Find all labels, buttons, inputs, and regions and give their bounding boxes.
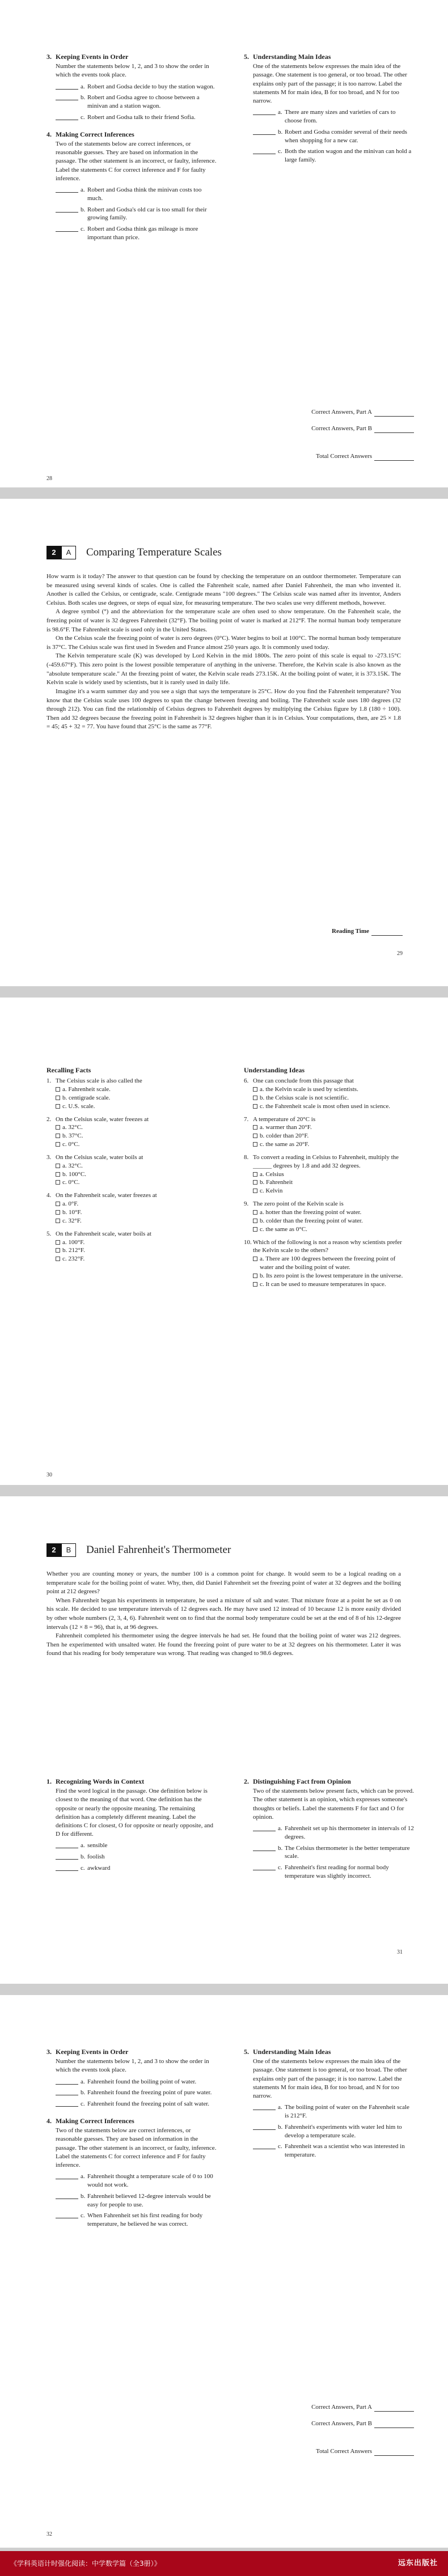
- left-column: [47, 1066, 205, 1268]
- score-blank[interactable]: [374, 426, 414, 433]
- answer-option[interactable]: [253, 1255, 408, 1272]
- question-list: [244, 1077, 408, 1288]
- answer-option[interactable]: [253, 1140, 408, 1149]
- page-number: 32: [47, 2531, 52, 2537]
- paragraph: When Fahrenheit began his experiments in temperature, he used a mixture of salt and water. That mixture froze at a point he set as 0 on his scale. He decided to use temperature intervals of 12 degrees each. He may have used 12 instead of 10 because 12 is more easily divided by other whole numbers (2, 3, 4, 6). Fahrenheit went on to find that the normal body temperature could be set at the end of 8 of his 12-degree intervals (12 × 8 = 96), that is, at 96 degrees.: [47, 1597, 401, 1631]
- question-number: 7.: [244, 1115, 249, 1123]
- answer-blank[interactable]: [56, 225, 78, 232]
- checkbox[interactable]: [56, 1096, 60, 1100]
- right-column: 5. Understanding Main Ideas One of the statements below expresses the main idea of the passage. One statement is too general, or too broad. The other explains only part of the passage; it is too narrow. Label the statements M for main idea, B for too broad, and N for too narrow. a. There are many sizes and varieties of cars to choose from. b. Robert and Godsa consider several of their needs when shopping for a new car. c. Both the station wagon and the minivan can hold a large family.: [244, 52, 414, 164]
- section-title: Distinguishing Fact from Opinion: [253, 1777, 351, 1785]
- list-item: b. Robert and Godsa agree to choose between a minivan and a station wagon.: [47, 94, 217, 111]
- instructions: Two of the statements below are correct inferences, or reasonable guesses. They are based on information in the passage. The other statement is an incorrect, or faulty, inference. Label the statements C for correct inference and F for faulty inference.: [56, 141, 217, 182]
- paragraph: On the Celsius scale the freezing point of water is zero degrees (0°C). Water begins to boil at 100°C. The normal human body temperature is 37°C. The Celsius scale was first used in Sweden and France almost 250 years ago. It is commonly used today.: [47, 635, 401, 651]
- answer-blank[interactable]: [56, 186, 78, 193]
- left-column: 1. Recognizing Words in Context Find the word logical in the passage. One definition below is closest to the meaning of that word. One definition has the opposite or nearly the opposite meaning. The remaining definition has a completely different meaning. Label the definitions C for closest, O for opposite or nearly opposite, and D for different. a. sensible b. foolish c. awkward: [47, 1777, 217, 1873]
- checkbox[interactable]: [56, 1210, 60, 1215]
- right-column: 5. Understanding Main Ideas One of the statements below expresses the main idea of the passage. One statement is too general, or too broad. The other explains only part of the passage; it is too narrow. Label the statements M for main idea, B for too broad, and N for too narrow. a. The boiling point of water on the Fahrenheit scale is 212°F. b. Fahrenheit's experiments with water led him to develop a temperature scale. c. Fahrenheit was a scientist who was interested in temperature.: [244, 2047, 414, 2159]
- list-item: a. sensible: [47, 1841, 217, 1850]
- question-text: The zero point of the Kelvin scale is: [253, 1200, 344, 1208]
- checkbox[interactable]: [56, 1180, 60, 1185]
- question-number: 10.: [244, 1238, 252, 1246]
- answer-option[interactable]: [253, 1208, 408, 1217]
- paragraph: Imagine it's a warm summer day and you see a sign that says the temperature is 25°C. How do you find the Fahrenheit temperature? You know that the Celsius scale uses 100 degrees to span the change between freezing and boiling. The Fahrenheit scale uses 180 degrees (32 through 212). You can find the relationship of Celsius degrees to Fahrenheit degrees by multiplying the Celsius figure by 1.8 (180 ÷ 100). Then add 32 degrees because the freezing point in Fahrenheit is 32 degrees higher than it is in Celsius. Your computations, then, are 25 × 1.8 = 45; 45 + 32 = 77. You have found that 25°C is the same as 77°F.: [47, 688, 401, 731]
- checkbox[interactable]: [56, 1134, 60, 1138]
- answer-blank[interactable]: [56, 83, 78, 90]
- question-item: [244, 1153, 408, 1195]
- option-text: c. U.S. scale.: [62, 1102, 95, 1110]
- answer-option[interactable]: [253, 1102, 408, 1111]
- section-title: Making Correct Inferences: [56, 130, 134, 138]
- footer-banner: [0, 2551, 448, 2576]
- answer-option[interactable]: [56, 1246, 205, 1255]
- page-number: 29: [397, 950, 403, 957]
- answer-blank[interactable]: [56, 1853, 78, 1860]
- question-item: [47, 1230, 205, 1263]
- list-item: b. Fahrenheit's experiments with water led him to develop a temperature scale.: [244, 2123, 414, 2140]
- option-text: b. 10°F.: [62, 1209, 82, 1216]
- option-text: b. the Celsius scale is not scientific.: [260, 1094, 349, 1101]
- page-title: Daniel Fahrenheit's Thermometer: [86, 1544, 231, 1556]
- answer-option[interactable]: [56, 1140, 205, 1149]
- list-item: b. Fahrenheit believed 12-degree intervals would be easy for people to use.: [47, 2192, 217, 2209]
- answer-blank[interactable]: [56, 1864, 78, 1871]
- option-text: b. colder than 20°F.: [260, 1132, 309, 1140]
- checkbox[interactable]: [56, 1202, 60, 1206]
- checkbox[interactable]: [56, 1104, 60, 1109]
- answer-option[interactable]: [253, 1217, 408, 1225]
- option-text: a. 100°F.: [62, 1238, 85, 1246]
- score-box: Correct Answers, Part A Correct Answers, Part B Total Correct Answers: [244, 2403, 414, 2456]
- section-title: Recognizing Words in Context: [56, 1777, 145, 1785]
- right-column: [244, 1066, 408, 1293]
- answer-option[interactable]: [56, 1200, 205, 1208]
- question-text: On the Celsius scale, water boils at: [56, 1153, 143, 1161]
- checkbox[interactable]: [253, 1134, 257, 1138]
- question-text: One can conclude from this passage that: [253, 1077, 354, 1085]
- question-item: [244, 1115, 408, 1149]
- answer-option[interactable]: [56, 1085, 205, 1094]
- section-title: Recalling Facts: [47, 1066, 91, 1074]
- answer-blank[interactable]: [253, 128, 276, 135]
- answer-option[interactable]: [253, 1225, 408, 1234]
- checkbox[interactable]: [253, 1219, 257, 1223]
- option-text: a. Celsius: [260, 1170, 284, 1178]
- question-text: On the Fahrenheit scale, water boils at: [56, 1230, 151, 1237]
- paragraph: The Kelvin temperature scale (K) was developed by Lord Kelvin in the mid 1800s. The zero point of this scale is equal to -273.15°C (-459.67°F). This zero point is the lowest possible temperature of anything in the universe. Therefore, the Kelvin scale is also known as the "absolute temperature scale." At the freezing point of water, the Kelvin scale reads 273.15K. At the boiling point of water, it is 373.15K. The Kelvin scale is widely used by scientists, but it is rarely used in daily life.: [47, 652, 401, 686]
- list-item: b. Fahrenheit found the freezing point of pure water.: [47, 2089, 217, 2097]
- lesson-number: 2: [47, 546, 61, 559]
- list-item: a. Fahrenheit thought a temperature scale of 0 to 100 would not work.: [47, 2172, 217, 2189]
- answer-option[interactable]: [56, 1094, 205, 1102]
- answer-blank[interactable]: [56, 2172, 78, 2179]
- list-item: b. Robert and Godsa consider several of their needs when shopping for a new car.: [244, 128, 414, 145]
- answer-option[interactable]: [56, 1102, 205, 1111]
- lesson-header: [47, 546, 222, 559]
- question-text: On the Celsius scale, water freezes at: [56, 1115, 149, 1123]
- question-item: [244, 1077, 408, 1110]
- option-text: b. centigrade scale.: [62, 1094, 111, 1101]
- option-text: a. 0°F.: [62, 1200, 79, 1208]
- checkbox[interactable]: [253, 1257, 257, 1261]
- answer-blank[interactable]: [253, 147, 276, 154]
- list-item: c. awkward: [47, 1864, 217, 1873]
- page-30: [0, 998, 448, 1485]
- reading-time-blank[interactable]: [371, 929, 403, 936]
- answer-blank[interactable]: [253, 1844, 276, 1851]
- option-text: c. 232°F.: [62, 1255, 85, 1263]
- lesson-header: [47, 1543, 231, 1557]
- option-text: b. 100°C.: [62, 1170, 86, 1178]
- instructions: Number the statements below 1, 2, and 3 to show the order in which the events took place.: [56, 2058, 209, 2074]
- question-item: [47, 1115, 205, 1149]
- option-text: c. the same as 20°F.: [260, 1141, 310, 1148]
- question-number: 9.: [244, 1200, 249, 1208]
- page-32: [0, 1995, 448, 2548]
- answer-option[interactable]: [253, 1280, 408, 1289]
- option-text: c. 32°F.: [62, 1217, 82, 1224]
- checkbox[interactable]: [253, 1180, 257, 1185]
- lesson-letter: B: [61, 1543, 76, 1557]
- instructions: Number the statements below 1, 2, and 3 to show the order in which the events took place.: [56, 63, 209, 79]
- publisher-logo: 远东出版社: [398, 2559, 438, 2568]
- question-item: [47, 1191, 205, 1225]
- checkbox[interactable]: [56, 1172, 60, 1177]
- checkbox[interactable]: [253, 1104, 257, 1109]
- score-blank[interactable]: [374, 2449, 414, 2456]
- answer-option[interactable]: [56, 1217, 205, 1225]
- list-item: a. There are many sizes and varieties of cars to choose from.: [244, 108, 414, 125]
- section-title: Keeping Events in Order: [56, 53, 129, 61]
- answer-option[interactable]: [253, 1178, 408, 1187]
- lesson-letter: A: [61, 546, 76, 559]
- list-item: c. Fahrenheit's first reading for normal body temperature was slightly incorrect.: [244, 1864, 414, 1881]
- instructions: One of the statements below expresses the main idea of the passage. One statement is too general, or too broad. The other explains only part of the passage; it is too narrow. Label the statements M for main idea, B for too broad, and N for too narrow.: [253, 2058, 407, 2099]
- score-box: Correct Answers, Part A Correct Answers, Part B Total Correct Answers: [244, 408, 414, 461]
- passage: [47, 572, 401, 732]
- checkbox[interactable]: [253, 1210, 257, 1215]
- answer-blank[interactable]: [56, 2089, 78, 2095]
- section-title: Making Correct Inferences: [56, 2117, 134, 2125]
- checkbox[interactable]: [253, 1172, 257, 1177]
- checkbox[interactable]: [253, 1142, 257, 1147]
- checkbox[interactable]: [56, 1219, 60, 1223]
- question-list: [47, 1077, 205, 1263]
- book-title: 《学科英语计时强化阅读：中学数学篇（全3册）》: [10, 2559, 161, 2567]
- page-title: Comparing Temperature Scales: [86, 546, 222, 559]
- question-number: 4.: [47, 1192, 52, 1199]
- answer-blank[interactable]: [56, 206, 78, 213]
- answer-blank[interactable]: [253, 108, 276, 115]
- answer-blank[interactable]: [56, 94, 78, 100]
- answer-option[interactable]: [253, 1094, 408, 1102]
- question-item: [244, 1238, 408, 1289]
- list-item: a. Fahrenheit set up his thermometer in intervals of 12 degrees.: [244, 1824, 414, 1841]
- list-item: a. The boiling point of water on the Fahrenheit scale is 212°F.: [244, 2103, 414, 2120]
- question-number: 1.: [47, 1077, 52, 1085]
- answer-option[interactable]: [253, 1132, 408, 1140]
- option-text: a. warmer than 20°F.: [260, 1124, 312, 1131]
- page-number: 31: [397, 1949, 403, 1955]
- question-item: [47, 1153, 205, 1187]
- option-text: b. colder than the freezing point of water.: [260, 1217, 363, 1224]
- section-title: Keeping Events in Order: [56, 2048, 129, 2056]
- option-text: c. It can be used to measure temperatures in space.: [260, 1280, 386, 1288]
- answer-option[interactable]: [253, 1085, 408, 1094]
- option-text: a. Fahrenheit scale.: [62, 1086, 111, 1093]
- option-text: a. There are 100 degrees between the freezing point of water and the boiling point of water.: [260, 1255, 396, 1271]
- answer-blank[interactable]: [253, 2142, 276, 2149]
- question-number: 8.: [244, 1153, 249, 1161]
- list-item: b. foolish: [47, 1853, 217, 1861]
- answer-option[interactable]: [56, 1255, 205, 1263]
- section-title: Understanding Main Ideas: [253, 53, 331, 61]
- list-item: c. Robert and Godsa think gas mileage is more important than price.: [47, 225, 217, 242]
- question-text: The Celsius scale is also called the: [56, 1077, 142, 1085]
- answer-option[interactable]: [253, 1187, 408, 1195]
- paragraph: Fahrenheit completed his thermometer using the degree intervals he had set. He found that the boiling point of water was 212 degrees. Then he experimented with unsalted water. He found the freezing point of pure water to be at 32 degrees on his thermometer. Later it was found that his reading for body temperature was wrong. That reading was changed to 98.6 degrees.: [47, 1632, 401, 1657]
- checkbox[interactable]: [56, 1087, 60, 1092]
- instructions: Find the word logical in the passage. One definition below is closest to the meaning of that word. One definition has the opposite or nearly the opposite meaning. The remaining definition has a completely different meaning. Label the definitions C for closest, O for opposite or nearly opposite, and D for different.: [56, 1788, 214, 1838]
- instructions: One of the statements below expresses the main idea of the passage. One statement is too general, or too broad. The other explains only part of the passage; it is too narrow. Label the statements M for main idea, B for too broad, and N for too narrow.: [253, 63, 407, 104]
- left-column: 3. Keeping Events in Order Number the statements below 1, 2, and 3 to show the order in which the events took place. a. Fahrenheit found the boiling point of water. b. Fahrenheit found the freezing point of pure water. c. Fahrenheit found the freezing point of salt water. 4. Making Correct Inferences Two of the statements below are correct inferences, or reasonable guesses. They are based on information in the passage. The other statement is an incorrect, or faulty, inference. Label the statements C for correct inference and F for faulty inference. a. Fahrenheit thought a temperature scale of 0 to 100 would not work. b. Fahrenheit believed 12-degree intervals would be easy for people to use. c. When Fahrenheit set his first reading for body temperature, he believed he was correct.: [47, 2048, 217, 2228]
- question-item: [244, 1200, 408, 1233]
- option-text: b. 212°F.: [62, 1247, 85, 1254]
- list-item: b. The Celsius thermometer is the better temperature scale.: [244, 1844, 414, 1861]
- list-item: b. Robert and Godsa's old car is too small for their growing family.: [47, 206, 217, 223]
- answer-option[interactable]: [56, 1178, 205, 1187]
- option-text: a. hotter than the freezing point of water.: [260, 1209, 362, 1216]
- paragraph: A degree symbol (°) and the abbreviation for the temperature scale are often used to show temperature. On the Fahrenheit scale, the freezing point of water is 32 degrees Fahrenheit (32°F). The boiling point of water is marked at 212°F. The normal human body temperature is 98.6°F. The Fahrenheit scale is used only in the United States.: [47, 608, 401, 633]
- section-title: Understanding Ideas: [244, 1066, 305, 1074]
- answer-blank[interactable]: [56, 2078, 78, 2085]
- answer-blank[interactable]: [56, 2212, 78, 2218]
- question-text: A temperature of 20°C is: [253, 1115, 316, 1123]
- answer-option[interactable]: [56, 1123, 205, 1132]
- checkbox[interactable]: [253, 1189, 257, 1193]
- answer-blank[interactable]: [56, 1841, 78, 1848]
- checkbox[interactable]: [56, 1257, 60, 1261]
- list-item: a. Robert and Godsa think the minivan costs too much.: [47, 186, 217, 203]
- score-blank[interactable]: [374, 454, 414, 461]
- lesson-number: 2: [47, 1543, 61, 1557]
- option-text: c. 0°C.: [62, 1141, 80, 1148]
- page-number: 30: [47, 1472, 52, 1478]
- checkbox[interactable]: [56, 1240, 60, 1245]
- list-item: a. Fahrenheit found the boiling point of water.: [47, 2078, 217, 2086]
- question-number: 2.: [47, 1115, 52, 1123]
- option-text: c. the Fahrenheit scale is most often used in science.: [260, 1102, 391, 1110]
- instructions: Two of the statements below are correct inferences, or reasonable guesses. They are based on information in the passage. The other statement is an incorrect, or faulty, inference. Label the statements C for correct inference and F for faulty inference.: [56, 2127, 217, 2168]
- question-text: On the Fahrenheit scale, water freezes at: [56, 1192, 157, 1199]
- right-column: 2. Distinguishing Fact from Opinion Two of the statements below present facts, which can be proved. The other statement is an opinion, which expresses someone's thoughts or beliefs. Label the statements F for fact and O for opinion. a. Fahrenheit set up his thermometer in intervals of 12 degrees. b. The Celsius thermometer is the better temperature scale. c. Fahrenheit's first reading for normal body temperature was slightly incorrect.: [244, 1777, 414, 1880]
- list-item: a. Robert and Godsa decide to buy the station wagon.: [47, 83, 217, 91]
- list-item: c. Both the station wagon and the minivan can hold a large family.: [244, 147, 414, 164]
- answer-blank[interactable]: [56, 2100, 78, 2107]
- option-text: c. 0°C.: [62, 1179, 80, 1186]
- page-29: [0, 499, 448, 986]
- section-title: Understanding Main Ideas: [253, 2048, 331, 2056]
- instructions: Two of the statements below present facts, which can be proved. The other statement is an opinion, which expresses someone's thoughts or beliefs. Label the statements F for fact and O for opinion.: [253, 1788, 414, 1820]
- list-item: c. Fahrenheit was a scientist who was interested in temperature.: [244, 2142, 414, 2159]
- option-text: a. 32°C.: [62, 1124, 83, 1131]
- page-28: [0, 0, 448, 487]
- checkbox[interactable]: [56, 1248, 60, 1253]
- reading-time: Reading Time: [332, 927, 403, 936]
- answer-blank[interactable]: [56, 113, 78, 120]
- answer-blank[interactable]: [56, 2192, 78, 2199]
- question-item: [47, 1077, 205, 1110]
- answer-option[interactable]: [253, 1170, 408, 1179]
- question-number: 5.: [47, 1230, 52, 1237]
- checkbox[interactable]: [253, 1282, 257, 1287]
- checkbox[interactable]: [253, 1227, 257, 1232]
- paragraph: Whether you are counting money or years, the number 100 is a common point for change. It would seem to be a logical reading on a temperature scale for the boiling point of water. Why, then, did Daniel Fahrenheit set the freezing point of water at 32 degrees and the boiling point at 212 degrees?: [47, 1571, 401, 1595]
- question-number: 3.: [47, 1153, 52, 1161]
- answer-blank[interactable]: [253, 2103, 276, 2110]
- question-number: 6.: [244, 1077, 249, 1085]
- checkbox[interactable]: [253, 1087, 257, 1092]
- checkbox[interactable]: [56, 1125, 60, 1130]
- passage: [47, 1570, 401, 1658]
- answer-option[interactable]: [56, 1208, 205, 1217]
- answer-option[interactable]: [56, 1132, 205, 1140]
- checkbox[interactable]: [253, 1274, 257, 1278]
- answer-option[interactable]: [253, 1123, 408, 1132]
- score-blank[interactable]: [374, 2421, 414, 2428]
- option-text: a. the Kelvin scale is used by scientists.: [260, 1086, 358, 1093]
- list-item: c. Fahrenheit found the freezing point of salt water.: [47, 2100, 217, 2108]
- page-number: 28: [47, 476, 52, 482]
- paragraph: How warm is it today? The answer to that question can be found by checking the temperature on an outdoor thermometer. Temperature can be measured using several kinds of scales. One is called the Fahrenheit scale, named after Daniel Fahrenheit, the man who invented it. Another is called the Celsius, or centigrade, scale. Centigrade means "100 degrees." The Celsius scale was named after its inventor, Anders Celsius. Both scales use degrees, or steps of equal size, for measuring temperature. The two scales use very different methods, however.: [47, 573, 401, 606]
- option-text: b. Fahrenheit: [260, 1179, 293, 1186]
- score-blank[interactable]: [374, 410, 414, 417]
- list-item: c. Robert and Godsa talk to their friend Sofia.: [47, 113, 217, 122]
- option-text: a. 32°C.: [62, 1162, 83, 1169]
- left-column: 3. Keeping Events in Order Number the statements below 1, 2, and 3 to show the order in which the events took place. a. Robert and Godsa decide to buy the station wagon. b. Robert and Godsa agree to choose between a minivan and a station wagon. c. Robert and Godsa talk to their friend Sofia. 4. Making Correct Inferences Two of the statements below are correct inferences, or reasonable guesses. They are based on information in the passage. The other statement is an incorrect, or faulty, inference. Label the statements C for correct inference and F for faulty inference. a. Robert and Godsa think the minivan costs too much. b. Robert and Godsa's old car is too small for their growing family. c. Robert and Godsa think gas mileage is more important than price.: [47, 53, 217, 241]
- question-text: To convert a reading in Celsius to Fahrenheit, multiply the ______ degrees by 1.8 and add 32 degrees.: [253, 1153, 399, 1169]
- answer-blank[interactable]: [253, 2123, 276, 2130]
- checkbox[interactable]: [253, 1125, 257, 1130]
- page-31: [0, 1496, 448, 1984]
- checkbox[interactable]: [253, 1096, 257, 1100]
- answer-blank[interactable]: [253, 1824, 276, 1831]
- answer-option[interactable]: [56, 1162, 205, 1170]
- option-text: c. Kelvin: [260, 1187, 283, 1195]
- list-item: c. When Fahrenheit set his first reading for body temperature, he believed he was correct.: [47, 2212, 217, 2229]
- checkbox[interactable]: [56, 1164, 60, 1168]
- checkbox[interactable]: [56, 1142, 60, 1147]
- option-text: c. the same as 0°C.: [260, 1225, 307, 1233]
- answer-blank[interactable]: [253, 1864, 276, 1870]
- score-blank[interactable]: [374, 2405, 414, 2412]
- answer-option[interactable]: [253, 1272, 408, 1280]
- answer-option[interactable]: [56, 1238, 205, 1247]
- option-text: b. 37°C.: [62, 1132, 83, 1140]
- option-text: b. Its zero point is the lowest temperature in the universe.: [260, 1272, 403, 1279]
- question-text: Which of the following is not a reason why scientists prefer the Kelvin scale to the others?: [253, 1238, 402, 1254]
- answer-option[interactable]: [56, 1170, 205, 1179]
